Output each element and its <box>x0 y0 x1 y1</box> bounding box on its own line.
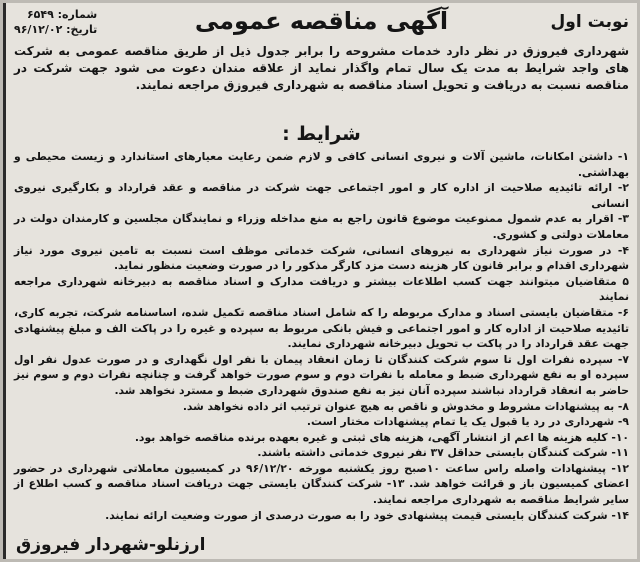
condition-item: ۳- اقرار به عدم شمول ممنوعیت موضوع قانون راجع به منع مداخله وزراء و نمایندگان مجلسین و کارمندان دولت در معاملات دولتی و کشوری. <box>14 212 629 241</box>
condition-item: ۵ متقاضیان میتوانند جهت کسب اطلاعات بیشتر و دریافت مدارک و اسناد مناقصه به دبیرخانه شهرداری مراجعه نمایند <box>14 274 629 304</box>
condition-item: ۱- داشتن امکانات، ماشین آلات و نیروی انسانی کافی و لازم ضمن رعایت معیارهای استاندارد و زیست محیطی و بهداشتی. <box>14 150 629 179</box>
condition-item: ۸- به پیشنهادات مشروط و مخدوش و ناقص به هیچ عنوان ترتیب اثر داده نخواهد شد. <box>182 399 629 413</box>
intro-paragraph: شهرداری فیروزق در نظر دارد خدمات مشروحه را برابر جدول ذیل از طریق مناقصه عمومی به شرکت های واجد شرایط به مدت یک سال تمام واگذار نماید از علاقه مندان دعوت می شود جهت شرکت در مناقصه نسبت به دریافت و تحویل اسناد مناقصه به شهرداری فیروزق مراجعه نمایند. <box>14 44 629 92</box>
tender-notice-clipping <box>3 3 637 559</box>
notice-title: آگهی مناقصه عمومی <box>194 7 449 35</box>
notice-round-label: نوبت اول <box>550 12 629 32</box>
mayor-signature: ارزنلو-شهردار فیروزق <box>16 535 206 555</box>
condition-item: ۱۰- کلیه هزینه ها اعم از انتشار آگهی، هزینه های ثبتی و غیره بعهده برنده مناقصه خواهد بود. <box>134 430 629 444</box>
condition-item: ۹- شهرداری در رد یا قبول یک یا تمام پیشنهادات مختار است. <box>306 415 629 429</box>
notice-meta <box>14 7 97 37</box>
conditions-title: شرایط : <box>282 123 361 145</box>
condition-item: ۷- سپرده نفرات اول تا سوم شرکت کنندگان تا زمان انعقاد پیمان با نفر اول نگهداری و در صورت عدول نفر اول سپرده او به نفع شهرداری ضبط و معامله با نفرات دوم و سوم صورت خواهد گرفت و چنانچه نفرات دوم و سوم نیز حاضر به انعقاد قرارداد نباشند سپرده آنان نیز به نفع صندوق شهرداری ضبط و مسترد نخواهد شد. <box>14 352 629 397</box>
condition-item: ۶- متقاضیان بایستی اسناد و مدارک مربوطه را که شامل اسناد مناقصه تکمیل شده، اساسنامه شرکت، تجربه کاری، تائیدیه صلاحیت از اداره کار و امور اجتماعی و فیش بانکی مربوط به سپرده و غیره را در پاکت الف و مبلغ پیشنهادی جهت عقد قرارداد را در پاکت ب تحویل دبیرخانه شهرداری نمایند. <box>14 305 629 351</box>
notice-header <box>6 3 637 41</box>
notice-date: تاریخ: ۹۶/۱۲/۰۲ <box>14 23 98 36</box>
condition-item: ۱۴- شرکت کنندگان بایستی قیمت پیشنهادی خود را به صورت درصدی از صورت وضعیت ارائه نمایند. <box>105 508 629 522</box>
condition-item: ۲- ارائه تائیدیه صلاحیت از اداره کار و امور اجتماعی جهت شرکت در مناقصه و عقد قرارداد و بکارگیری نیروی انسانی <box>14 181 629 210</box>
notice-number: شماره: ۶۵۴۹ <box>26 8 98 21</box>
condition-item: ۱۱- شرکت کنندگان بایستی حداقل ۳۷ نفر نیروی خدماتی داشته باشند. <box>257 446 629 460</box>
condition-item: ۱۲- پیشنهادات واصله راس ساعت ۱۰صبح روز یکشنبه مورخه ۹۶/۱۲/۲۰ در کمیسیون معاملاتی شهرداری در حضور اعضای کمیسیون باز و قرائت خواهد شد. ۱۳- شرکت کنندگان بایستی جهت دریافت اسناد مناقصه و کسب اطلاع از سایر شرایط مناقصه به شهرداری مراجعه نمایند. <box>14 461 630 507</box>
conditions-list <box>14 149 629 523</box>
condition-item: ۴- در صورت نیاز شهرداری به نیروهای انسانی، شرکت خدماتی موظف است نسبت به تامین نیروی مورد نیاز شهرداری اقدام و برابر قانون کار هزینه دست مزد کارگر مذکور را در صورت وضعیت منظور نماید. <box>14 243 629 273</box>
